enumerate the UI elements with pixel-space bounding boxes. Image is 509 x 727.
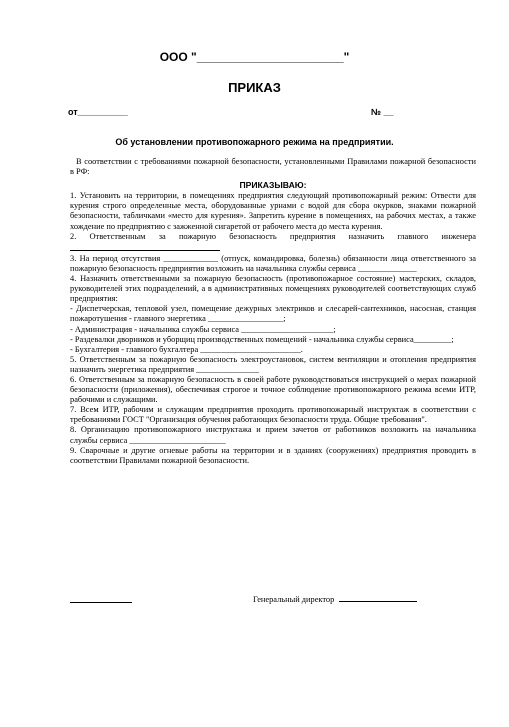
order-body	[70, 157, 476, 466]
order-item-4d: - Бухгалтерия - главного бухгалтера ________________________.	[70, 344, 303, 354]
order-item-2	[70, 232, 476, 254]
order-item-1: 1. Установить на территории, в помещениях предприятия следующий противопожарный режим: Отвести для курения строго определенные места, оборудованные урнами с водой для сбора окурков, знаками пожарной безопасности, табличками «место для курения». Запретить курение в помещениях, на рабочих местах, а также хождение по предприятию с зажженной сигаретой от рабочего места до места курения.	[70, 191, 476, 231]
signature-position-label: Генеральный директор	[253, 595, 335, 604]
signature-block	[70, 593, 476, 607]
signature-position	[253, 593, 417, 604]
order-word: ПРИКАЗЫВАЮ:	[239, 180, 307, 191]
order-item-4: 4. Назначить ответственными за пожарную безопасность (противопожарное состояние) мастерских, складов, руководителей этих подразделений, а в административных помещениях руководителей соответствующих служб предприятия:	[70, 274, 476, 304]
order-item-7: 7. Всем ИТР, рабочим и служащим предприятия проходить противопожарный инструктаж в соответствии с требованиями ГОСТ "Организация обучения работающих безопасности труда. Общие требования".	[70, 405, 476, 425]
signature-name-line	[339, 593, 417, 602]
order-item-4b: - Администрация - начальника службы сервиса ______________________;	[70, 324, 336, 334]
order-item-2-text: 2. Ответственным за пожарную безопасность предприятия назначить главного инженера	[70, 231, 476, 241]
blank-line	[70, 242, 220, 251]
order-item-9: 9. Сварочные и другие огневые работы на территории и в зданиях (сооружениях) предприятия проводить в соответствии Правилами пожарной безопасности.	[70, 445, 476, 465]
date-line: от__________	[68, 107, 128, 117]
order-item-4c: - Раздевалки дворников и уборщиц производственных помещений - начальника службы сервиса_________;	[70, 334, 454, 344]
order-item-8: 8. Организацию противопожарного инструктажа и прием зачетов от работников возложить на начальника службы сервиса _______________________	[70, 425, 476, 445]
order-item-4a: - Диспетчерская, тепловой узел, помещение дежурных электриков и слесарей-сантехников, насосная, станция пожаротушения - главного энергетика __________________;	[70, 304, 476, 324]
signature-line	[70, 593, 132, 603]
order-item-5: 5. Ответственным за пожарную безопасность электроустановок, систем вентиляции и отопления предприятия назначить энергетика предприятия _______________	[70, 354, 476, 374]
order-item-3: 3. На период отсутствия _____________ (отпуск, командировка, болезнь) обязанности лица ответственного за пожарную безопасность предприятия возложить на начальника службы сервиса ______________	[70, 253, 476, 273]
order-subject: Об установлении противопожарного режима на предприятии.	[115, 137, 394, 147]
number-line: № __	[371, 107, 394, 117]
company-name: ООО "______________________"	[159, 50, 350, 64]
order-item-6: 6. Ответственным за пожарную безопасность в своей работе руководствоваться инструкцией о мерах пожарной безопасности (приложения), обеспечивая строгое и точное соблюдение противопожарного режима всеми ИТР, рабочими и служащими.	[70, 374, 476, 405]
preamble: В соответствии с требованиями пожарной безопасности, установленными Правилами пожарной безопасности в РФ:	[70, 157, 476, 177]
document-title: ПРИКАЗ	[228, 80, 281, 95]
